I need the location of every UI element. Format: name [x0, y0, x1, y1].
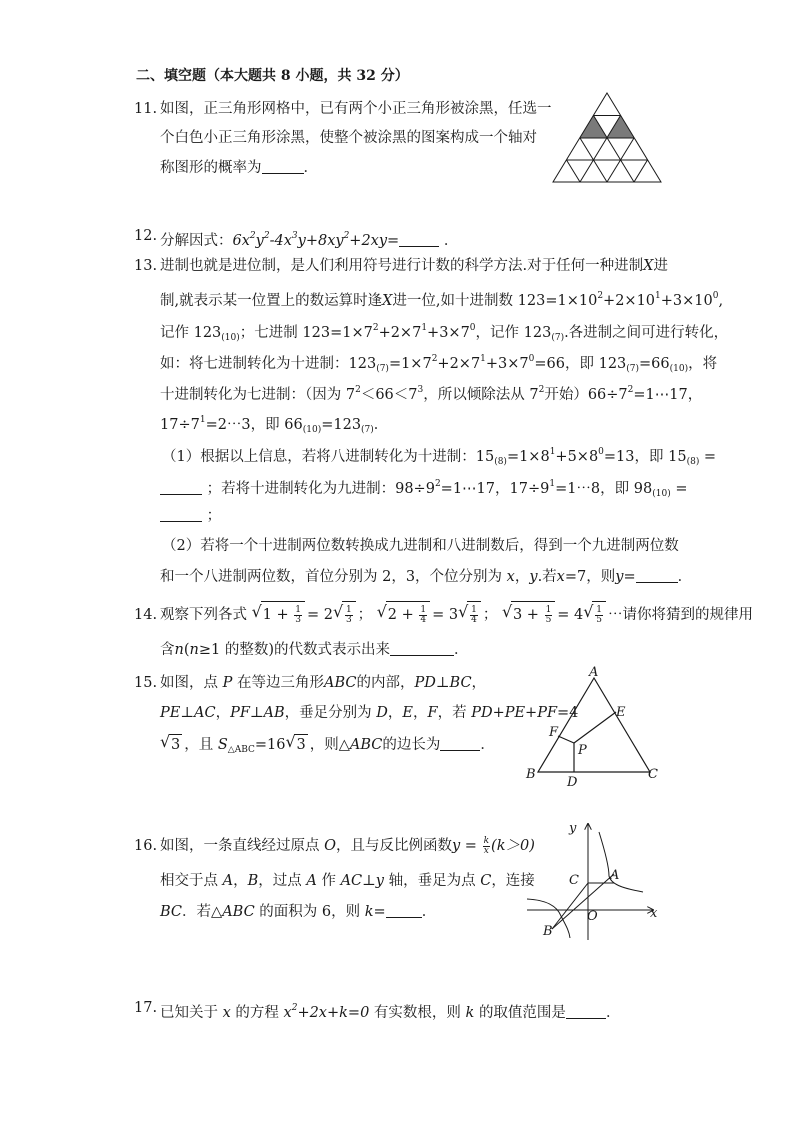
label-x: x — [650, 906, 658, 921]
question-number-13: 13. — [134, 258, 158, 274]
label-D: D — [567, 775, 578, 790]
question-number-11: 11. — [134, 101, 158, 117]
question-number-16: 16. — [134, 838, 158, 854]
q14-radical-1: √ 1 + $\frac{1}{3}$ — [252, 601, 305, 628]
q11-line-1: 如图，正三角形网格中，已有两个小正三角形被涂黑，任选一 — [160, 101, 552, 117]
q12-answer-blank[interactable] — [399, 232, 439, 247]
q12-prefix: 分解因式： — [160, 233, 233, 249]
q13-line-5: 十进制转化为七进制：（因为 $7^2<66<7^3$，所以倾除法从 $7^2$开始）$66\div 7^2=1\cdots 17$， — [160, 385, 703, 403]
q14-line-2: 含n(n≥1 的整数)的代数式表示出来 ． — [160, 642, 469, 658]
q16-answer-blank[interactable] — [386, 903, 422, 918]
q13-part2-line-1: （2）若将一个十进制两位数转换成九进制和八进制数后，得到一个九进制两位数 — [162, 538, 679, 554]
triangle-grid-figure — [551, 92, 663, 184]
q12-line — [160, 226, 458, 251]
q15-line-2: PE⊥AC，PF⊥AB，垂足分别为 D，E，F，若 PD+PE+PF=4 — [160, 705, 579, 721]
q15-line-1: 如图，点 P 在等边三角形ABC的内部，PD⊥BC， — [160, 675, 487, 691]
q11-answer-blank[interactable] — [262, 159, 304, 174]
label-C: C — [569, 873, 579, 888]
label-O: O — [587, 909, 598, 924]
q16-line-3: BC．若△ABC 的面积为 6，则 k= ． — [160, 904, 437, 920]
question-number-14: 14. — [134, 607, 158, 623]
section-title: 二、填空题（本大题共 8 小题，共 32 分） — [136, 68, 409, 84]
q13-blank-3[interactable] — [636, 568, 678, 583]
label-F: F — [549, 725, 559, 740]
q11-line-3 — [160, 158, 318, 178]
q13-line-6: $17\div 7^1=2\cdots 3$，即 $66_{(10)}=123_{(7)}$． — [160, 415, 389, 435]
q17-line: 已知关于 x 的方程 $x^2+2x+k=0$ 有实数根，则 k 的取值范围是 ． — [160, 1003, 621, 1021]
question-number-15: 15. — [134, 675, 158, 691]
q13-part2-line-2: 和一个八进制两位数，首位分别为 2，3，个位分别为 x，y.若x=7，则y= ． — [160, 569, 693, 585]
segment-bc — [552, 883, 588, 929]
q12-expression: $6x^2y^2-4x^3y+8xy^2+2xy=$ — [232, 231, 400, 249]
q14-radical-3: √ 3 + $\frac{1}{5}$ — [502, 601, 555, 628]
q17-answer-blank[interactable] — [566, 1004, 606, 1019]
q13-blank-2[interactable] — [160, 507, 202, 522]
inverse-proportion-graph — [525, 818, 665, 942]
q11-line-2: 个白色小正三角形涂黑，使整个被涂黑的图案构成一个轴对 — [160, 130, 537, 146]
label-C: C — [648, 767, 658, 782]
label-P: P — [578, 743, 587, 758]
q13-part1-line-1: （1）根据以上信息，若将八进制转化为十进制：$15_{(8)}=1\times 8^1+5\times 8^0=13$，即 $15_{(8)}$ = — [162, 447, 717, 467]
q15-line-3: √ 3 ，且 $S_{\triangle ABC}=16$ √ 3 ，则△ABC的边长为 ． — [160, 732, 495, 755]
label-E: E — [616, 705, 626, 720]
q13-line-4: 如：将七进制转化为十进制：$123_{(7)}=1\times 7^2+2\times 7^1+3\times 7^0=66$，即 $123_{(7)}=66_{(10)}$，将 — [160, 354, 718, 374]
q13-part1-line-2: ；若将十进制转化为九进制：$98\div 9^2=1\cdots 17$，$17\div 9^1=1\cdots 8$，即 $98_{(10)}$ = — [160, 474, 687, 504]
equilateral-triangle-figure — [520, 664, 670, 790]
q16-line-1: 如图，一条直线经过原点 O，且与反比例函数y = $\frac{k}{x}$ (k＞0) — [160, 835, 535, 856]
q12-end: ． — [443, 233, 459, 249]
q11-end: ． — [303, 160, 318, 176]
q11-text: 称图形的概率为 — [160, 160, 262, 176]
q16-line-2: 相交于点 A，B，过点 A 作 AC⊥y 轴，垂足为点 C，连接 — [160, 873, 535, 889]
line-through-origin — [552, 874, 614, 929]
question-number-12: 12. — [134, 228, 158, 244]
label-y: y — [569, 821, 577, 836]
q13-line-2: 制,就表示某一位置上的数运算时逢X进一位,如十进制数 $123=1\times 10^2+2\times 10^1+3\times 10^0$, — [160, 291, 724, 309]
q13-blank-1[interactable] — [160, 480, 202, 495]
q13-part1-line-3: ； — [160, 506, 221, 526]
label-A: A — [589, 665, 599, 680]
label-A: A — [610, 868, 620, 883]
q14-answer-blank[interactable] — [390, 641, 454, 656]
label-B: B — [543, 924, 553, 939]
q13-line-3: 记作 $123_{(10)}$；七进制 $123=1\times 7^2+2\times 7^1+3\times 7^0$，记作 $123_{(7)}$.各进制之间可进行转化， — [160, 323, 729, 343]
q13-line-1: 进制也就是进位制，是人们利用符号进行计数的科学方法.对于任何一种进制X进 — [160, 258, 668, 274]
question-number-17: 17. — [134, 1000, 158, 1016]
q14-radical-2: √ 2 + $\frac{1}{4}$ — [377, 601, 430, 628]
q15-answer-blank[interactable] — [440, 736, 480, 751]
q14-line-1: 观察下列各式 √ 1 + $\frac{1}{3}$ = 2 √ $\frac{1}{3}$ ； √ 2 + $\frac{1}{4}$ = 3 √ $\frac{1}{4}$ ； √ 3 + $\frac{1}{5}$ = 4 √ $\frac{1}{5}$ ⋯请你将猜到的规律用 — [160, 601, 753, 628]
label-B: B — [526, 767, 536, 782]
